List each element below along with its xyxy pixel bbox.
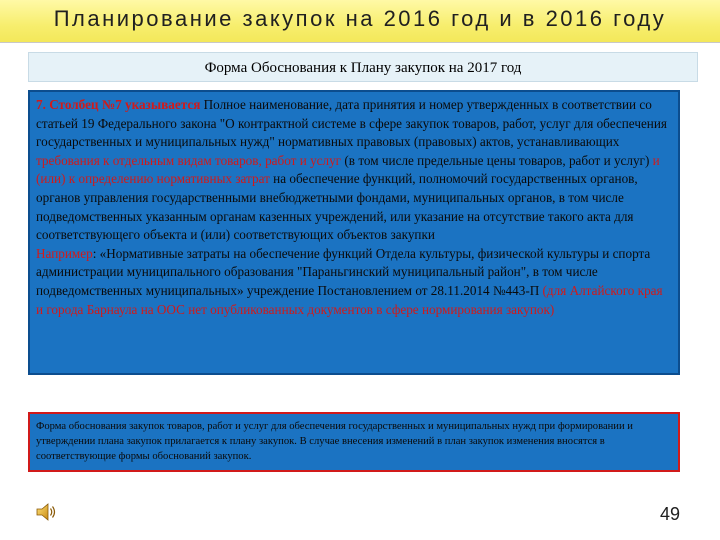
column-7-highlight-2: и (или) к определению нормативных затрат: [36, 152, 660, 187]
column-7-text-a: Полное наименование, дата принятия и номер утвержденных в соответствии со статьей 19 Федерального закона "О контрактной системе в сфере закупок товаров, работ, услуг для обеспечения государственных и муниципальных нужд" нормативных правовых (правовых) актов, устанавливающих: [36, 97, 667, 150]
example-highlight: (для Алтайского края и города Барнаула на ООС нет опубликованных документов в сфере нормирования закупок): [36, 282, 663, 317]
paragraph-example: [36, 245, 672, 319]
paragraph-column-7: [36, 96, 672, 245]
column-7-highlight-1: требования к отдельным видам товаров, работ и услуг: [36, 152, 342, 168]
example-text: : «Нормативные затраты на обеспечение функций Отдела культуры, физической культуры и спорта администрации муниципального образования "Параньгинский муниципальный район", в том числе подведомственных муниципальных» учреждение Постановлением от 28.11.2014 №443-П: [36, 245, 651, 298]
note-box: Форма обоснования закупок товаров, работ и услуг для обеспечения государственных и муниципальных нужд при формировании и утверждении плана закупок прилагается к плану закупок. В случае внесения изменений в план закупок изменения вносятся в соответствующие формы обоснований закупок.: [28, 412, 680, 472]
column-7-lead: 7. Столбец №7 указывается: [36, 97, 201, 112]
column-7-text-c: на обеспечение функций, полномочий государственных органов, органов управления государственными внебюджетными фондами, муниципальных органов, в том числе подведомственных указанным органам казенных учреждений, или указание на отсутствие такого акта для соответствующего объекта и (или) соответствующих объектов закупки: [36, 171, 638, 243]
page-title: Планирование закупок на 2016 год и в 2016 году: [53, 6, 667, 31]
column-7-text-b: (в том числе предельные цены товаров, работ и услуг): [341, 152, 653, 168]
page-number: 49: [659, 504, 680, 524]
main-text-box: [28, 90, 680, 375]
speaker-icon[interactable]: [34, 500, 58, 524]
example-lead: Например: [36, 245, 93, 261]
title-divider: [0, 42, 720, 43]
subtitle: Форма Обоснования к Плану закупок на 2017 год: [28, 52, 698, 82]
